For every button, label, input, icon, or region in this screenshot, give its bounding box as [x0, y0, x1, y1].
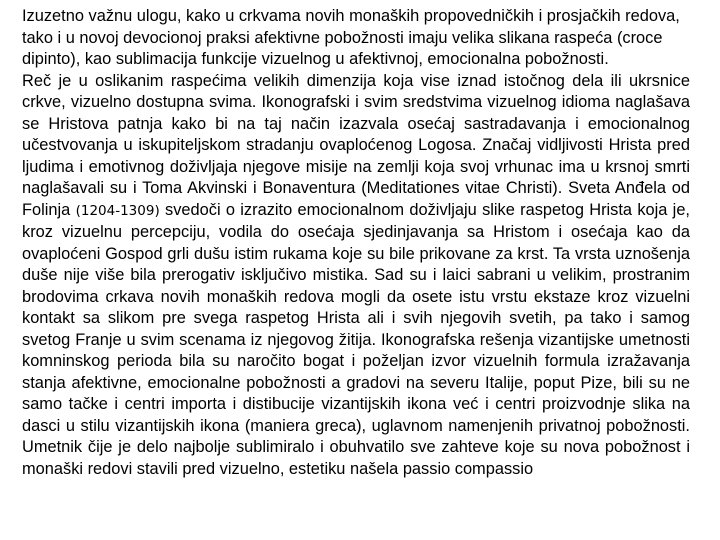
- document-body: [22, 6, 690, 480]
- paragraph-main-dates: (1204-1309): [75, 202, 160, 219]
- paragraph-main-text-1: Reč je u oslikanim raspećima velikih dimenzija koja vise iznad istočnog dela ili ukrsnice crkve, vizuelno dostupna svima. Ikonografski i svim sredstvima vizuelnog idioma naglašava se Hristova patnja kako bi na taj način izazvala osećaj sastradavanja i emocionalnog učestvovanja u iskupiteljskom stradanju ovaploćenog Logosa. Značaj vidljivosti Hrista pred ljudima i emotivnog doživljaja njegove misije na zemlji koja svoj vrhunac ima u krsnoj smrti naglašavali su i Toma Akvinski i Bonaventura (Meditationes vitae Christi). Sveta Anđela od Folinja: [22, 71, 690, 219]
- paragraph-main: [22, 71, 690, 481]
- paragraph-intro: Izuzetno važnu ulogu, kako u crkvama novih monaških propovedničkih i prosjačkih redova, tako i u novoj devocionoj praksi afektivne pobožnosti imaju velika slikana raspeća (croce dipinto), kao sublimacija funkcije vizuelnog u afektivnoj, emocionalna pobožnosti.: [22, 7, 680, 68]
- paragraph-main-text-2: svedoči o izrazito emocionalnom doživljaju slike raspetog Hrista koja je, kroz vizuelnu percepciju, vodila do osećaja sjedinjavanja sa Hristom i osećaja kao da ovaploćeni Gospod grli dušu istim rukama koje su bile prikovane za krst. Ta vrsta uznošenja duše nije više bila prerogativ isključivo mistika. Sad su i laici sabrani u velikim, prostranim brodovima crkava novih monaških redova mogli da osete istu vrstu ekstaze kroz vizuelni kontakt sa slikom pre svega raspetog Hrista ali i svih njegovih svetih, pa tako i samog svetog Franje u svim scenama iz njegovog žitija. Ikonografska rešenja vizantijske umetnosti komninskog perioda bila su naročito bogat i poželjan izvor vizuelnih formula izražavanja stanja afektivne, emocionalne pobožnosti a gradovi na severu Italije, poput Pize, bili su ne samo tačke i centri importa i distibucije vizantijskih ikona već i centri proizvodnje slika na dasci u stilu vizantijskih ikona (maniera greca), uglavnom namenjenih privatnoj pobožnosti. Umetnik čije je delo najbolje sublimiralo i obuhvatilo sve zahteve koje su nova pobožnost i monaški redovi stavili pred vizuelno, estetiku našela passio compassio: [22, 200, 690, 478]
